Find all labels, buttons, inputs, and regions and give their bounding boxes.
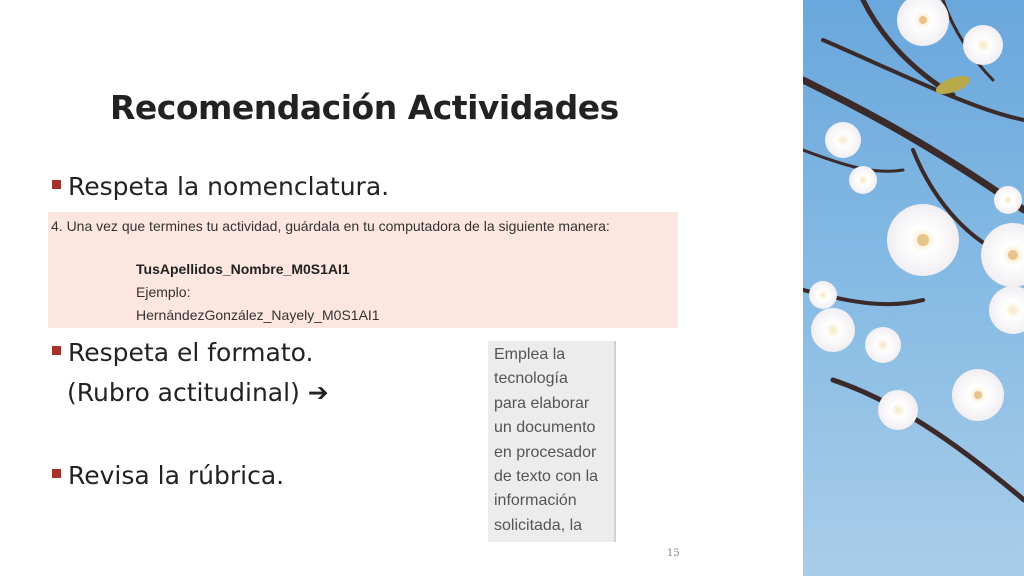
bullet-format-sub: (Rubro actitudinal) ➔: [67, 378, 329, 407]
page-number: 15: [667, 548, 680, 559]
naming-instructions-box: [48, 212, 678, 328]
rubric-line: solicitada, la: [494, 516, 583, 534]
square-bullet-icon: [52, 469, 61, 478]
blossom-photo: [803, 0, 1024, 576]
example-value: HernándezGonzález_Nayely_M0S1AI1: [136, 307, 380, 323]
rubric-line: información: [494, 492, 577, 510]
bullet-text: Revisa la rúbrica.: [68, 461, 285, 490]
cherry-blossom-image: [803, 0, 1024, 576]
rubric-line: en procesador: [494, 443, 597, 461]
bullet-format: [52, 338, 313, 367]
bullet-text: Respeta el formato.: [68, 338, 314, 367]
rubric-excerpt: [488, 341, 616, 542]
rubric-line: un documento: [494, 419, 596, 437]
naming-instruction: 4. Una vez que termines tu actividad, guárdala en tu computadora de la siguiente manera:: [51, 218, 610, 234]
naming-format: TusApellidos_Nombre_M0S1AI1: [136, 261, 350, 277]
square-bullet-icon: [52, 346, 61, 355]
rubric-line: tecnología: [494, 370, 568, 388]
bullet-text: Respeta la nomenclatura.: [68, 172, 390, 201]
slide-title: Recomendación Actividades: [110, 88, 619, 127]
rubric-line: Emplea la: [494, 346, 566, 363]
square-bullet-icon: [52, 180, 61, 189]
bullet-nomenclature: [52, 172, 389, 201]
rubric-line: de texto con la: [494, 468, 599, 486]
rubric-line: para elaborar: [494, 394, 590, 412]
example-label: Ejemplo:: [136, 284, 191, 300]
bullet-rubric: [52, 461, 284, 490]
